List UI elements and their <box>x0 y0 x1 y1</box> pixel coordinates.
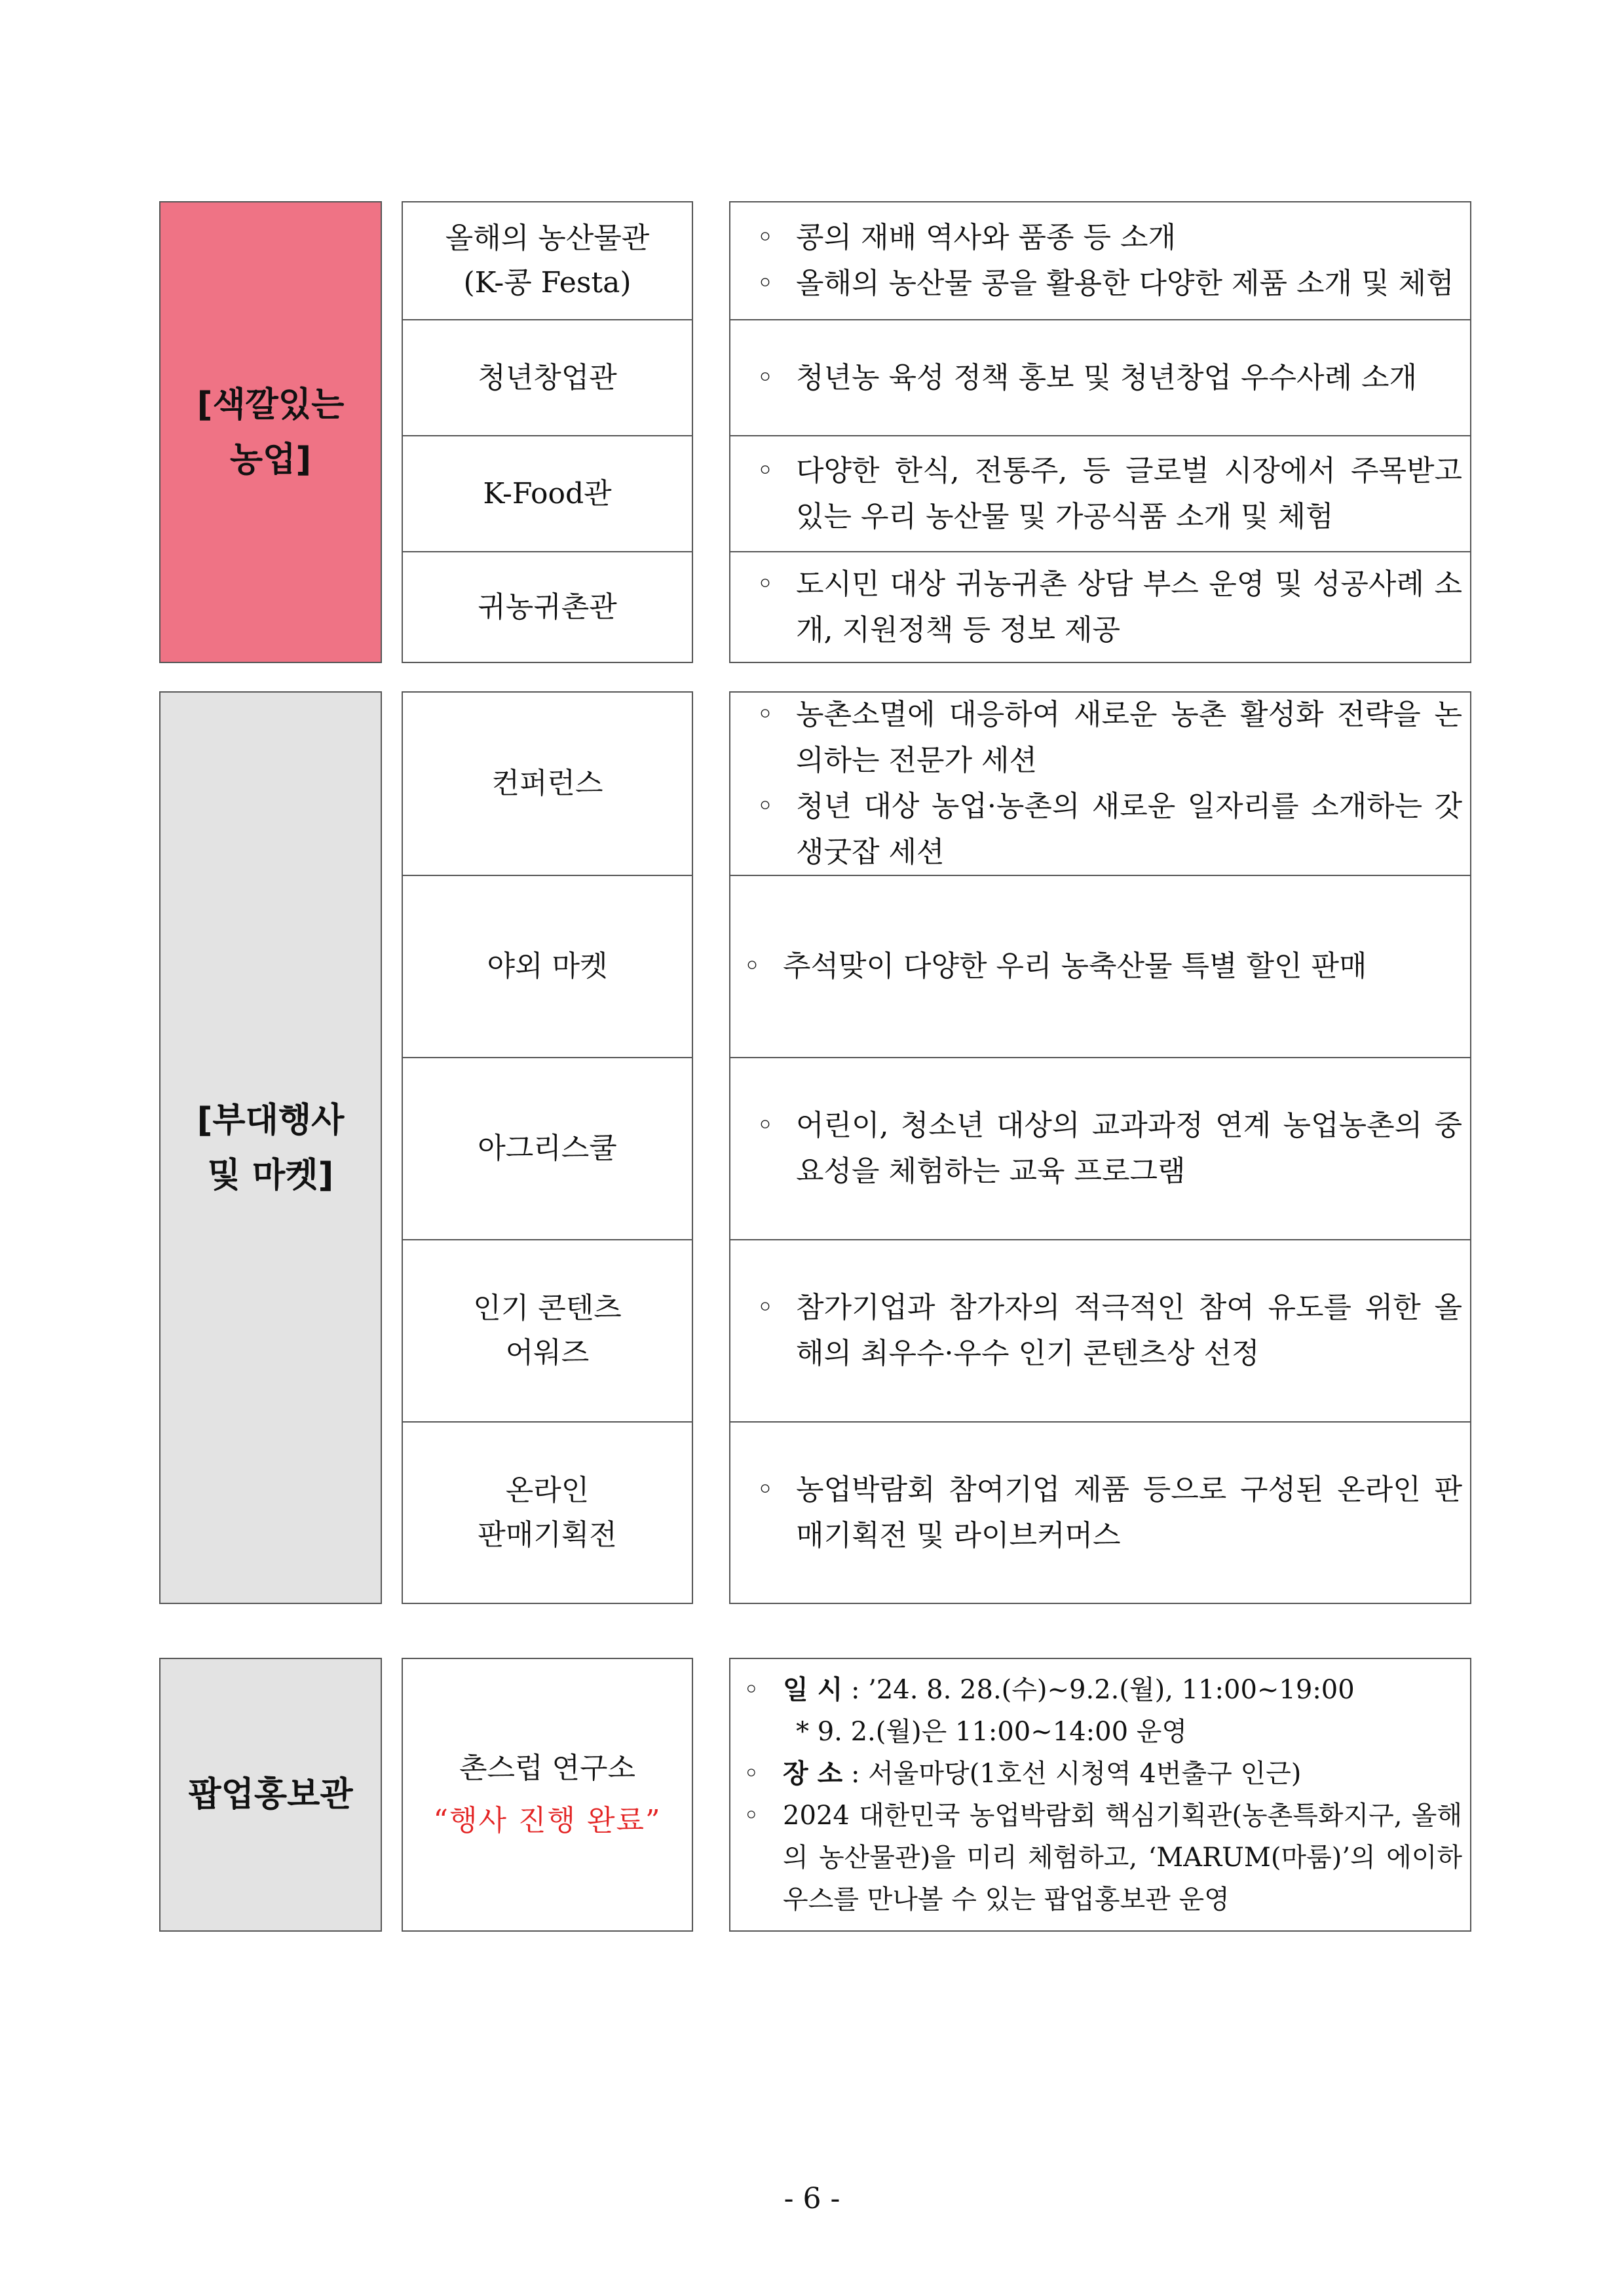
bullet-icon: ◦ <box>744 1801 759 1831</box>
bullet-icon: ◦ <box>757 267 774 300</box>
table-row <box>403 1239 692 1421</box>
table-row <box>403 319 692 435</box>
bullet-icon: ◦ <box>757 1291 774 1324</box>
table-row <box>403 1057 692 1239</box>
category-label <box>159 201 382 663</box>
program-name: K-Food관 <box>483 476 612 510</box>
table-row <box>730 319 1470 435</box>
place-value: : 서울마당(1호선 시청역 4번출구 인근) <box>850 1759 1302 1789</box>
date-label: 일 시 <box>783 1675 843 1705</box>
list-item: ◦ 콩의 재배 역사와 품종 등 소개 <box>730 215 1470 261</box>
program-description-column <box>729 1658 1471 1932</box>
category-line: 및 마켓] <box>207 1155 334 1195</box>
list-item: ◦ 도시민 대상 귀농귀촌 상담 부스 운영 및 성공사례 소개, 지원정책 등 정보 제공 <box>730 562 1470 653</box>
program-name: 컨퍼런스 <box>491 767 603 800</box>
list-item-place <box>730 1753 1470 1795</box>
program-name: 청년창업관 <box>478 360 617 394</box>
table-row <box>730 875 1470 1057</box>
list-item: ◦ 올해의 농산물 콩을 활용한 다양한 제품 소개 및 체험 <box>730 261 1470 307</box>
table-row <box>403 875 692 1057</box>
section-side-events-market <box>159 691 1471 1604</box>
bullet-icon: ◦ <box>744 1759 759 1789</box>
status-text: “행사 진행 완료” <box>433 1804 662 1837</box>
table-row <box>730 1239 1470 1421</box>
list-item: ◦ 어린이, 청소년 대상의 교과과정 연계 농업농촌의 중요성을 체험하는 교육 프로그램 <box>730 1103 1470 1195</box>
list-item: ◦ 추석맞이 다양한 우리 농축산물 특별 할인 판매 <box>730 944 1470 989</box>
program-name: 온라인 <box>505 1473 590 1507</box>
program-description-column <box>729 691 1471 1604</box>
bullet-icon: ◦ <box>757 221 774 254</box>
program-description-column <box>729 201 1471 663</box>
table-row <box>730 693 1470 875</box>
category-line: 농업] <box>229 440 312 480</box>
bullet-icon: ◦ <box>757 698 774 731</box>
bullet-icon: ◦ <box>757 453 774 488</box>
date-value: : ’24. 8. 28.(수)~9.2.(월), 11:00~19:00 <box>850 1675 1355 1705</box>
table-row <box>403 202 692 319</box>
program-name-column <box>402 1658 693 1932</box>
list-item: ◦ 청년 대상 농업·농촌의 새로운 일자리를 소개하는 갓생굿잡 세션 <box>730 784 1470 875</box>
table-row <box>730 435 1470 551</box>
table-row <box>403 1421 692 1603</box>
bullet-icon: ◦ <box>744 1675 759 1705</box>
program-name: 어워즈 <box>505 1336 590 1369</box>
table-row <box>730 1057 1470 1239</box>
section-colorful-agriculture <box>159 201 1471 663</box>
program-name: (K-콩 Festa) <box>463 266 632 299</box>
table-row <box>730 551 1470 662</box>
table-row <box>730 202 1470 319</box>
table-row <box>730 1421 1470 1603</box>
category-line: 팝업홍보관 <box>188 1775 353 1814</box>
bullet-icon: ◦ <box>757 790 774 823</box>
bullet-icon: ◦ <box>757 567 774 601</box>
place-label: 장 소 <box>783 1759 843 1789</box>
category-line: [부대행사 <box>197 1100 345 1140</box>
bullet-icon: ◦ <box>744 949 761 983</box>
list-item: ◦ 농업박람회 참여기업 제품 등으로 구성된 온라인 판매기획전 및 라이브커머스 <box>730 1467 1470 1559</box>
date-note: * 9. 2.(월)은 11:00~14:00 운영 <box>796 1717 1188 1747</box>
program-name: 판매기획전 <box>478 1518 617 1552</box>
list-item: ◦ 참가기업과 참가자의 적극적인 참여 유도를 위한 올해의 최우수·우수 인기 콘텐츠상 선정 <box>730 1285 1470 1377</box>
section-popup-pavilion <box>159 1658 1471 1932</box>
program-name-column <box>402 691 693 1604</box>
program-name: 인기 콘텐츠 <box>473 1292 622 1325</box>
list-item: ◦ 다양한 한식, 전통주, 등 글로벌 시장에서 주목받고 있는 우리 농산물 및 가공식품 소개 및 체험 <box>730 448 1470 540</box>
table-row <box>403 693 692 875</box>
program-name: 아그리스쿨 <box>478 1132 617 1165</box>
program-name: 올해의 농산물관 <box>445 221 650 255</box>
program-name: 귀농귀촌관 <box>478 590 617 624</box>
list-item-date <box>730 1669 1470 1711</box>
popup-description: 2024 대한민국 농업박람회 핵심기획관(농촌특화지구, 올해의 농산물관)을 미리 체험하고, ‘MARUM(마룸)’의 에이하우스를 만나볼 수 있는 팝업홍보관 운영 <box>783 1801 1462 1915</box>
table-row <box>403 435 692 551</box>
category-label <box>159 691 382 1604</box>
program-name: 촌스럽 연구소 <box>459 1751 635 1785</box>
program-name-column <box>402 201 693 663</box>
bullet-icon: ◦ <box>757 1472 774 1506</box>
list-item: ◦ 농촌소멸에 대응하여 새로운 농촌 활성화 전략을 논의하는 전문가 세션 <box>730 692 1470 784</box>
table-row <box>403 551 692 662</box>
program-name: 야외 마켓 <box>487 949 608 983</box>
bullet-icon: ◦ <box>757 1109 774 1142</box>
category-line: [색깔있는 <box>197 385 345 425</box>
category-label <box>159 1658 382 1932</box>
page-number: - 6 - <box>784 2182 840 2215</box>
bullet-icon: ◦ <box>757 360 774 394</box>
list-item-description <box>730 1795 1470 1921</box>
list-item: ◦ 청년농 육성 정책 홍보 및 청년창업 우수사례 소개 <box>730 355 1470 401</box>
